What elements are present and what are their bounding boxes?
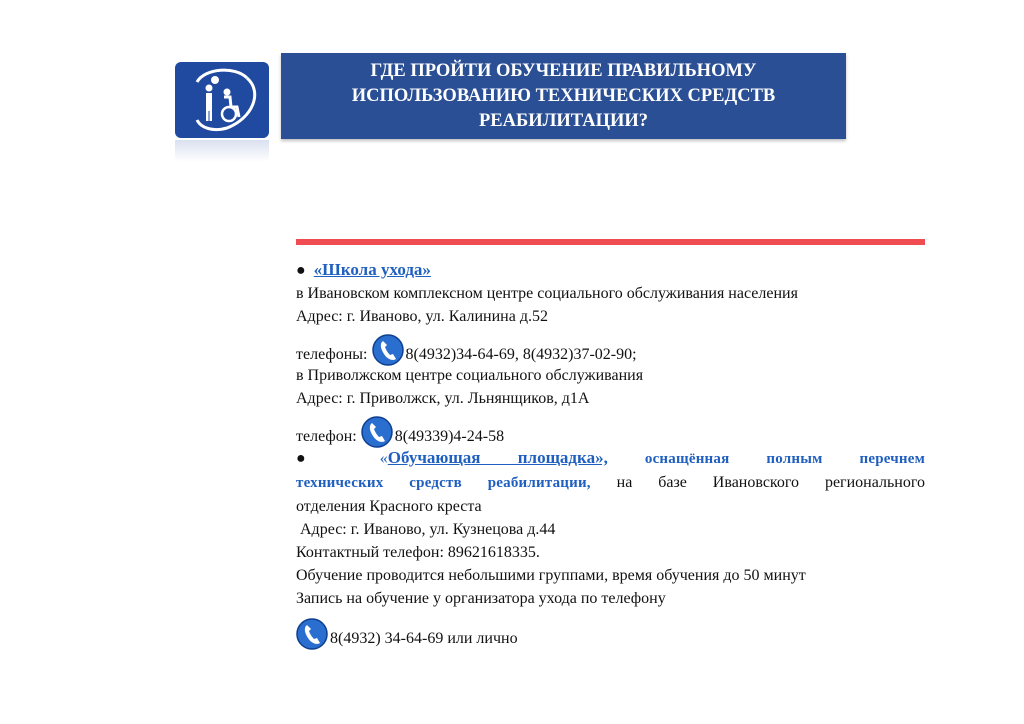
training-note-2: Запись на обучение у организатора ухода по телефону	[296, 590, 666, 607]
section1-address1: Адрес: г. Иваново, ул. Калинина д.52	[296, 308, 548, 325]
phones-row-2	[296, 416, 925, 446]
phone-handset-icon	[361, 416, 393, 448]
section1-line1: в Ивановском комплексном центре социального обслуживания населения	[296, 285, 798, 302]
equipped-desc: оснащённая полным перечнем	[644, 451, 926, 467]
logo-reflection	[175, 140, 269, 162]
training-note-1: Обучение проводится небольшими группами, время обучения до 50 минут	[296, 567, 806, 584]
phones-row-1	[296, 334, 925, 364]
section1-address2: Адрес: г. Приволжск, ул. Льнянщиков, д1А	[296, 390, 590, 407]
title-banner	[281, 53, 846, 139]
red-divider	[296, 239, 925, 245]
phones-value: 8(4932)34-64-69, 8(4932)37-02-90;	[405, 346, 637, 363]
section1-line2: в Приволжском центре социального обслуживания	[296, 367, 644, 384]
banner-line-1: ГДЕ ПРОЙТИ ОБУЧЕНИЕ ПРАВИЛЬНОМУ	[370, 60, 757, 81]
rehab-means-desc: технических средств реабилитации,	[296, 475, 591, 491]
content-body	[296, 258, 925, 648]
banner-line-3: РЕАБИЛИТАЦИИ?	[479, 110, 648, 131]
section2-desc-line	[296, 471, 925, 495]
phone-handset-icon	[372, 334, 404, 366]
phones-row-3	[296, 618, 925, 648]
phone2-value: 8(49339)4-24-58	[394, 428, 505, 445]
section2-heading	[296, 446, 925, 471]
training-site-title[interactable]: Обучающая площадка»,	[387, 448, 608, 467]
school-of-care-title[interactable]: «Школа ухода»	[313, 260, 431, 279]
red-cross-org: отделения Красного креста	[296, 498, 482, 515]
bullet-2: ●	[296, 450, 339, 467]
base-desc: на базе Ивановского регионального	[616, 474, 925, 491]
phone-handset-icon	[296, 618, 328, 650]
section2-address: Адрес: г. Иваново, ул. Кузнецова д.44	[300, 521, 556, 538]
phone2-label: телефон:	[296, 428, 357, 445]
final-phone: 8(4932) 34-64-69 или лично	[330, 630, 518, 647]
bullet-1: ●	[296, 262, 306, 279]
open-quote: «	[379, 450, 388, 467]
caregiver-logo	[175, 62, 269, 138]
banner-line-2: ИСПОЛЬЗОВАНИЮ ТЕХНИЧЕСКИХ СРЕДСТВ	[351, 85, 776, 106]
wheelchair-caregiver-logo-icon	[175, 62, 269, 138]
contact-phone: Контактный телефон: 89621618335.	[296, 544, 540, 561]
section1-heading	[296, 258, 925, 282]
phones-label: телефоны:	[296, 346, 368, 363]
